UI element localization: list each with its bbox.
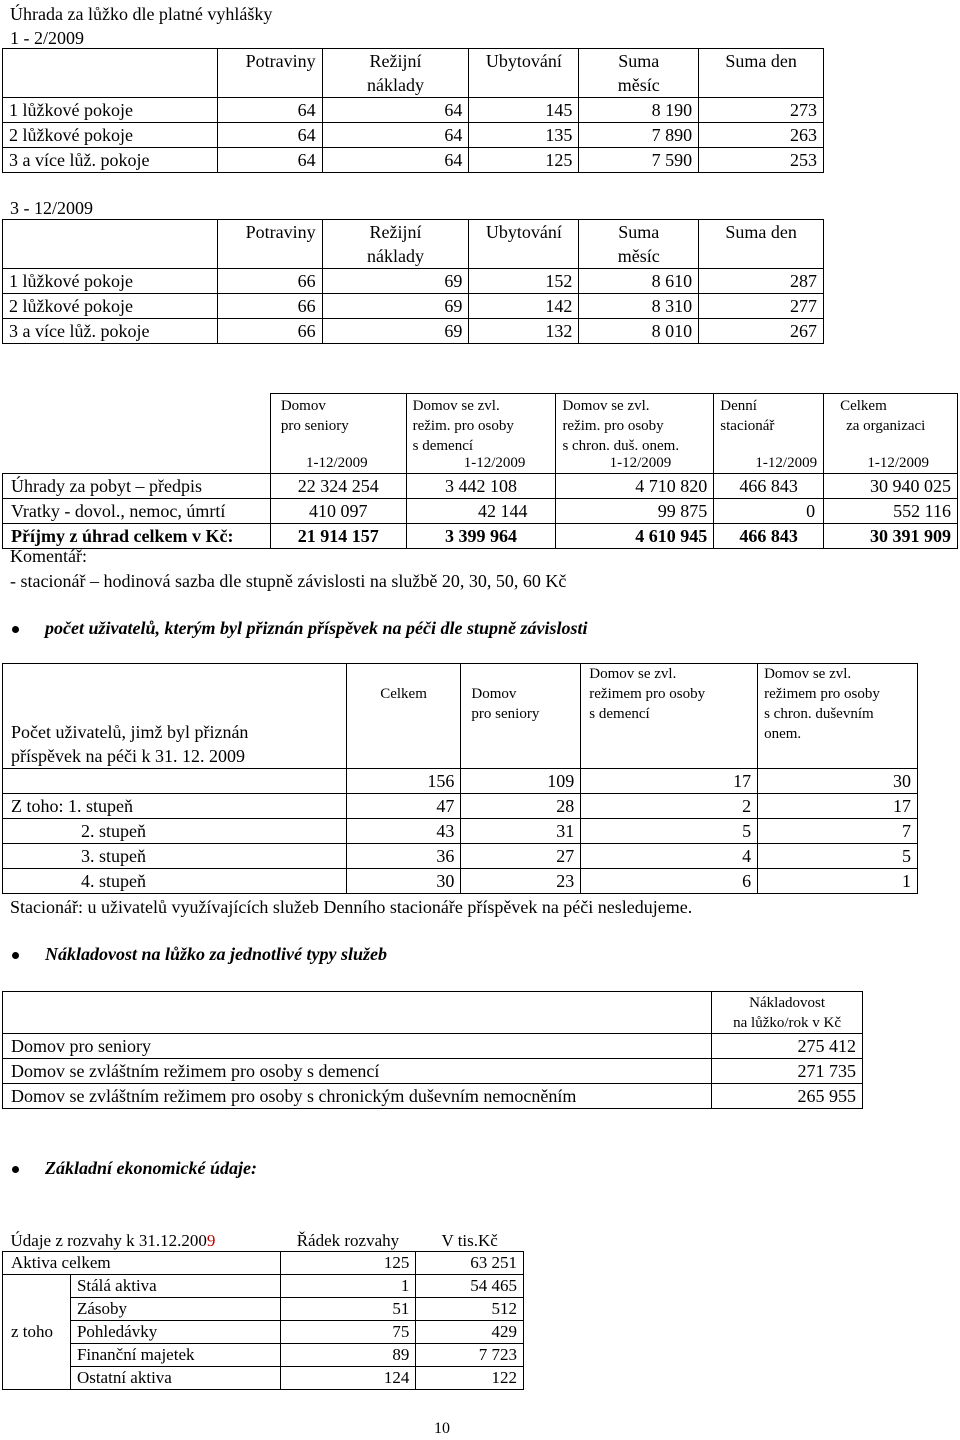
cell: 4 710 820	[556, 474, 714, 499]
col-header: Ubytování	[469, 49, 579, 98]
table-row	[3, 123, 824, 148]
cell: 99 875	[556, 499, 714, 524]
bullet-icon	[12, 952, 19, 959]
table-cost-per-bed	[2, 991, 863, 1109]
bullet-text: počet uživatelů, kterým byl přiznán příspěvek na péči dle stupně závislosti	[45, 618, 588, 638]
bullet-text: Základní ekonomické údaje:	[45, 1158, 257, 1178]
col-header	[712, 992, 863, 1034]
cell: 267	[699, 319, 824, 344]
row-label-cell	[3, 664, 347, 769]
group-label: z toho	[3, 1274, 71, 1389]
col-header-line: Celkem	[840, 398, 887, 414]
cell: 156	[346, 769, 461, 794]
empty-cell	[3, 220, 218, 269]
cell: 466 843	[714, 474, 824, 499]
cell: 1	[280, 1274, 416, 1297]
col-header-line: s chron. duš. onem.	[562, 438, 680, 454]
bullet-heading-economic	[12, 1158, 257, 1179]
cell: 64	[322, 123, 469, 148]
cell: 51	[280, 1297, 416, 1320]
table-tariff-1	[2, 48, 824, 173]
col-header	[406, 394, 556, 474]
col-header-line: s demencí	[412, 438, 474, 454]
table-row	[3, 148, 824, 173]
table-row	[3, 499, 958, 524]
col-header: Suma den	[699, 220, 824, 269]
row-label: Domov pro seniory	[3, 1034, 712, 1059]
col-header	[461, 664, 581, 769]
cell: 145	[469, 98, 579, 123]
col-header-period: 1-12/2009	[867, 455, 929, 471]
bullet-text: Nákladovost na lůžko za jednotlivé typy služeb	[45, 944, 387, 964]
cell: 30 940 025	[824, 474, 958, 499]
table-row	[3, 1084, 863, 1109]
table-tariff-2	[2, 219, 824, 344]
row-label: 4. stupeň	[3, 869, 347, 894]
col-header-line: režim. pro osoby	[412, 418, 514, 434]
cell: 287	[699, 269, 824, 294]
cell: 125	[469, 148, 579, 173]
col-header: Režijní náklady	[322, 49, 469, 98]
cell: 7 890	[579, 123, 699, 148]
page-number: 10	[434, 1420, 450, 1437]
cell: 135	[469, 123, 579, 148]
col-header-period: 1-12/2009	[755, 455, 818, 471]
cell: 122	[416, 1366, 524, 1389]
table-row	[3, 794, 918, 819]
table-row	[3, 294, 824, 319]
col-header: Potraviny	[217, 49, 322, 98]
cell: 42 144	[406, 499, 556, 524]
col-header-line: Domov se zvl.	[562, 398, 650, 414]
row-label: 3 a více lůž. pokoje	[3, 319, 218, 344]
row-label: Ostatní aktiva	[70, 1366, 280, 1389]
row-label: Domov se zvláštním režimem pro osoby s demencí	[3, 1059, 712, 1084]
col-header	[346, 664, 461, 769]
cell: 66	[217, 294, 322, 319]
col-header: Suma měsíc	[579, 49, 699, 98]
col-header: Ubytování	[469, 220, 579, 269]
cell: 142	[469, 294, 579, 319]
cell: 28	[461, 794, 581, 819]
cell: 277	[699, 294, 824, 319]
col-header-line: onem.	[764, 726, 802, 742]
cell: 69	[322, 294, 469, 319]
col-header: Suma měsíc	[579, 220, 699, 269]
bullet-icon	[12, 626, 19, 633]
row-label-line: příspěvek na péči k 31. 12. 2009	[11, 746, 245, 766]
row-label: 1 lůžkové pokoje	[3, 269, 218, 294]
bullet-heading-care-allowance	[12, 618, 587, 639]
cell: 47	[346, 794, 461, 819]
col-header-line: s chron. duševním	[764, 706, 874, 722]
cell: 8 010	[579, 319, 699, 344]
col-header	[581, 664, 758, 769]
col-header-line: s demencí	[589, 706, 650, 722]
cell: 17	[758, 794, 918, 819]
table-row	[3, 1274, 524, 1297]
cell: 30	[346, 869, 461, 894]
table-row	[3, 819, 918, 844]
table-header-row	[3, 394, 958, 474]
col-header-text: 9	[206, 1230, 216, 1250]
row-label: Úhrady za pobyt – předpis	[3, 474, 271, 499]
table-header-row	[3, 1228, 524, 1251]
cell: 3 442 108	[406, 474, 556, 499]
cell: 64	[217, 98, 322, 123]
cell: 253	[699, 148, 824, 173]
cell: 31	[461, 819, 581, 844]
table-row-total	[3, 524, 958, 549]
cell: 64	[217, 148, 322, 173]
row-label: Finanční majetek	[70, 1343, 280, 1366]
heading: Úhrada za lůžko dle platné vyhlášky	[10, 4, 273, 24]
col-header: Suma den	[699, 49, 824, 98]
col-header-line: režimem pro osoby	[764, 686, 880, 702]
note-stacionar: Stacionář: u uživatelů využívajících služeb Denního stacionáře příspěvek na péči nesledujeme.	[10, 897, 693, 917]
cell: 21 914 157	[270, 524, 406, 549]
cell: 7 590	[579, 148, 699, 173]
col-header	[714, 394, 824, 474]
row-label: Stálá aktiva	[70, 1274, 280, 1297]
cell: 5	[581, 819, 758, 844]
cell: 64	[217, 123, 322, 148]
cell: 265 955	[712, 1084, 863, 1109]
cell: 273	[699, 98, 824, 123]
cell: 3 399 964	[406, 524, 556, 549]
cell: 69	[322, 319, 469, 344]
row-label: 3. stupeň	[3, 844, 347, 869]
row-label: Aktiva celkem	[3, 1251, 281, 1274]
cell: 466 843	[714, 524, 824, 549]
cell: 2	[581, 794, 758, 819]
col-header-line: Domov	[280, 398, 326, 414]
comment-label: Komentář:	[10, 546, 87, 566]
cell: 7	[758, 819, 918, 844]
cell: 23	[461, 869, 581, 894]
row-label: Vratky - dovol., nemoc, úmrtí	[3, 499, 271, 524]
cell: 7 723	[416, 1343, 524, 1366]
table-row	[3, 98, 824, 123]
cell: 64	[322, 148, 469, 173]
col-header-period: 1-12/2009	[305, 455, 368, 471]
col-header: Potraviny	[217, 220, 322, 269]
row-label: Domov se zvláštním režimem pro osoby s chronickým duševním nemocněním	[3, 1084, 712, 1109]
empty-cell	[3, 769, 347, 794]
table-payments	[2, 393, 958, 549]
table-row	[3, 269, 824, 294]
table-header-row	[3, 49, 824, 98]
cell: 66	[217, 319, 322, 344]
cell: 263	[699, 123, 824, 148]
cell: 512	[416, 1297, 524, 1320]
cell: 0	[714, 499, 824, 524]
table-care-allowance	[2, 663, 918, 894]
cell: 109	[461, 769, 581, 794]
col-header	[3, 1228, 281, 1251]
empty-cell	[3, 394, 271, 474]
table-row	[3, 1343, 524, 1366]
cell: 30 391 909	[824, 524, 958, 549]
col-header	[556, 394, 714, 474]
cell: 17	[581, 769, 758, 794]
col-header-line: Domov se zvl.	[589, 666, 677, 682]
cell: 89	[280, 1343, 416, 1366]
table-row	[3, 869, 918, 894]
row-label: Pohledávky	[70, 1320, 280, 1343]
col-header-line: Celkem	[380, 686, 427, 702]
cell: 8 310	[579, 294, 699, 319]
cell: 125	[280, 1251, 416, 1274]
cell: 8 190	[579, 98, 699, 123]
col-header-line: pro seniory	[471, 706, 540, 722]
row-label-line: Počet uživatelů, jimž byl přiznán	[11, 722, 249, 742]
cell: 69	[322, 269, 469, 294]
col-header: Řádek rozvahy	[280, 1228, 416, 1251]
cell: 64	[322, 98, 469, 123]
period-2: 3 - 12/2009	[10, 198, 93, 218]
cell: 22 324 254	[270, 474, 406, 499]
cell: 30	[758, 769, 918, 794]
period-1: 1 - 2/2009	[10, 28, 84, 48]
table-row	[3, 1251, 524, 1274]
table-row-total	[3, 769, 918, 794]
cell: 36	[346, 844, 461, 869]
table-row	[3, 1297, 524, 1320]
table-row	[3, 1059, 863, 1084]
table-row	[3, 1034, 863, 1059]
col-header-text: Údaje z rozvahy k 31.12.200	[10, 1230, 207, 1250]
col-header-line: na lůžko/rok v Kč	[733, 1014, 842, 1031]
cell: 410 097	[270, 499, 406, 524]
row-label: 3 a více lůž. pokoje	[3, 148, 218, 173]
empty-cell	[3, 49, 218, 98]
cell: 271 735	[712, 1059, 863, 1084]
cell: 4	[581, 844, 758, 869]
col-header-line: Domov se zvl.	[764, 666, 852, 682]
cell: 429	[416, 1320, 524, 1343]
table-row	[3, 844, 918, 869]
col-header	[824, 394, 958, 474]
table-row	[3, 1320, 524, 1343]
row-label: 2 lůžkové pokoje	[3, 123, 218, 148]
table-balance-sheet	[2, 1228, 524, 1390]
col-header-period: 1-12/2009	[463, 455, 526, 471]
cell: 4 610 945	[556, 524, 714, 549]
cell: 27	[461, 844, 581, 869]
row-label: Z toho: 1. stupeň	[3, 794, 347, 819]
col-header-period: 1-12/2009	[609, 455, 672, 471]
row-label: 1 lůžkové pokoje	[3, 98, 218, 123]
cell: 8 610	[579, 269, 699, 294]
col-header-line: Denní	[720, 398, 757, 414]
col-header: Režijní náklady	[322, 220, 469, 269]
cell: 124	[280, 1366, 416, 1389]
empty-cell	[3, 992, 712, 1034]
col-header-line: režimem pro osoby	[589, 686, 706, 702]
cell: 63 251	[416, 1251, 524, 1274]
table-header-row	[3, 220, 824, 269]
col-header-line: Nákladovost	[749, 994, 825, 1011]
cell: 66	[217, 269, 322, 294]
col-header-line: Domov se zvl.	[412, 398, 500, 414]
cell: 1	[758, 869, 918, 894]
cell: 54 465	[416, 1274, 524, 1297]
col-header-line: Domov	[471, 686, 517, 702]
col-header-line: pro seniory	[280, 418, 349, 434]
bullet-heading-cost-per-bed	[12, 944, 387, 965]
bullet-icon	[12, 1166, 19, 1173]
col-header	[758, 664, 918, 769]
table-header-row	[3, 992, 863, 1034]
col-header: V tis.Kč	[416, 1228, 524, 1251]
cell: 152	[469, 269, 579, 294]
table-row	[3, 319, 824, 344]
col-header-line: za organizaci	[846, 418, 926, 434]
cell: 132	[469, 319, 579, 344]
col-header	[270, 394, 406, 474]
row-label: Zásoby	[70, 1297, 280, 1320]
row-label: Příjmy z úhrad celkem v Kč:	[3, 524, 271, 549]
table-header-row	[3, 664, 918, 769]
cell: 43	[346, 819, 461, 844]
cell: 552 116	[824, 499, 958, 524]
cell: 5	[758, 844, 918, 869]
comment-text: - stacionář – hodinová sazba dle stupně závislosti na službě 20, 30, 50, 60 Kč	[10, 571, 567, 591]
cell: 75	[280, 1320, 416, 1343]
table-row	[3, 1366, 524, 1389]
row-label: 2 lůžkové pokoje	[3, 294, 218, 319]
col-header-line: režim. pro osoby	[562, 418, 664, 434]
cell: 6	[581, 869, 758, 894]
row-label: 2. stupeň	[3, 819, 347, 844]
table-row	[3, 474, 958, 499]
cell: 275 412	[712, 1034, 863, 1059]
col-header-line: stacionář	[720, 418, 775, 434]
